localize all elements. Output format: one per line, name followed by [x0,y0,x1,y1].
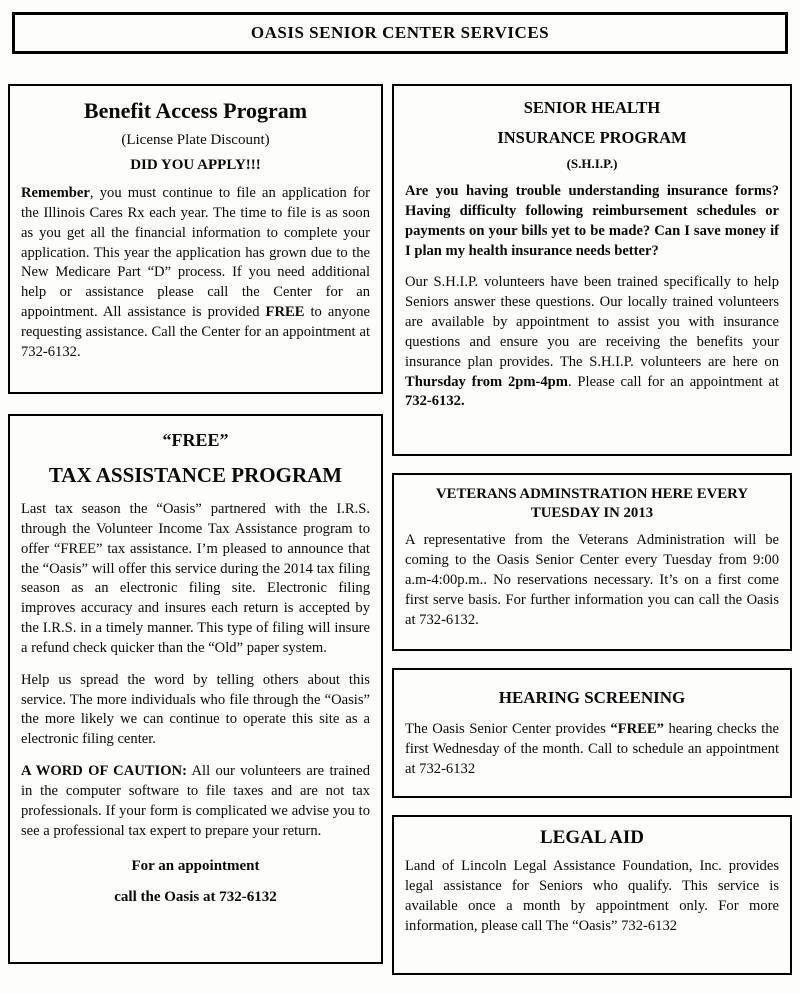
benefit-did-you-apply: DID YOU APPLY!!! [130,157,261,173]
tax-appointment-line1: For an appointment [131,857,260,874]
benefit-access-subtitle: (License Plate Discount) [121,132,270,148]
ship-title-line3: (S.H.I.P.) [566,156,618,171]
hearing-screening-body: The Oasis Senior Center provides “FREE” hearing checks the first Wednesday of the month. Call to schedule an appointment at 732-6132 [405,721,779,777]
content-columns [8,84,792,975]
ship-intro-questions: Are you having trouble understanding insurance forms? Having difficulty following reimbursement schedules or payments on your bills yet to be made? Can I save money if I plan my health insurance needs better? [405,183,779,259]
hearing-screening-title: HEARING SCREENING [498,688,686,707]
legal-aid-title: LEGAL AID [539,827,644,848]
left-column [8,84,383,964]
ship-body: Our S.H.I.P. volunteers have been trained specifically to help Seniors answer these questions. Our locally trained volunteers are available by appointment to assist you with insurance questions and ensure you are receiving the benefits your insurance plan provides. The S.H.I.P. volunteers are here on Thursday from 2pm-4pm. Please call for an appointment at 732-6132. [405,274,779,410]
benefit-access-section [8,84,383,394]
tax-paragraph-1: Last tax season the “Oasis” partnered with the I.R.S. through the Volunteer Income Tax Assistance program to offer “FREE” tax assistance. I’m pleased to announce that the “Oasis” will offer this service during the 2014 tax filing season as an electronic filing site. Electronic filing improves accuracy and insures each return is accepted by the I.R.S. in a timely manner. This type of filing will insure a refund check quicker than the “Old” paper system. [21,501,370,656]
veterans-title: VETERANS ADMINSTRATION HERE EVERY TUESDAY IN 2013 [435,486,749,522]
page-header [12,12,788,54]
tax-appointment-line2: call the Oasis at 732-6132 [114,888,277,905]
tax-title-main: TAX ASSISTANCE PROGRAM [48,463,343,487]
ship-section [392,84,792,456]
ship-title-line1: SENIOR HEALTH [523,98,661,117]
benefit-access-body: Remember, you must continue to file an application for the Illinois Cares Rx each year. The time to file is as soon as you get all the financial information to complete your application. This year the application has grown due to the New Medicare Part “D” process. If you need additional help or assistance please call the Center for an appointment. All assistance is provided FREE to anyone requesting assistance. Call the Center for an appointment at 732-6132. [21,185,370,360]
right-column [392,84,792,975]
tax-assistance-section [8,414,383,964]
legal-aid-body: Land of Lincoln Legal Assistance Foundation, Inc. provides legal assistance for Seniors who qualify. This service is available once a month by appointment only. For more information, please call The “Oasis” 732-6132 [405,858,779,934]
ship-title-line2: INSURANCE PROGRAM [497,128,687,147]
tax-paragraph-caution: A WORD OF CAUTION: All our volunteers are trained in the computer software to file taxes and are not tax professionals. If your form is complicated we advise you to see a professional tax expert to prepare your return. [21,763,370,839]
veterans-section [392,473,792,651]
tax-title-free: “FREE” [162,430,229,450]
tax-paragraph-2: Help us spread the word by telling others about this service. The more individuals who file through the “Oasis” the more likely we can continue to operate this site as a electronic filing center. [21,671,370,748]
benefit-access-title: Benefit Access Program [83,98,308,123]
legal-aid-section [392,815,792,975]
page-title: OASIS SENIOR CENTER SERVICES [250,23,550,42]
hearing-screening-section [392,668,792,798]
veterans-body: A representative from the Veterans Administration will be coming to the Oasis Senior Center every Tuesday from 9:00 a.m-4:00p.m.. No reservations necessary. It’s on a first come first serve basis. For further information you can call the Oasis at 732-6132. [405,532,779,628]
